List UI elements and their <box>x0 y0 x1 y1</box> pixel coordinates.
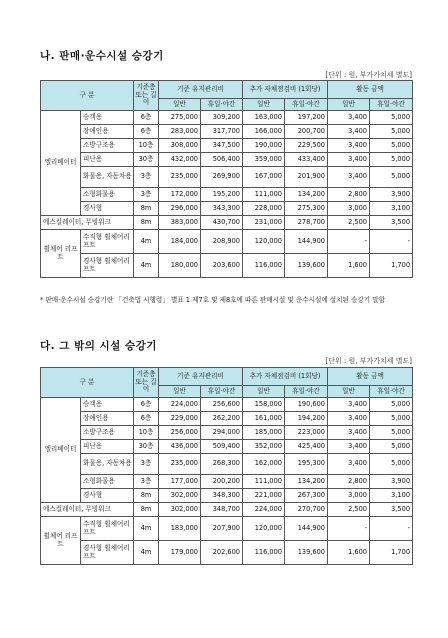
cell-e1: 116,000 <box>243 541 285 565</box>
row-category: 소형화물용 <box>81 188 134 202</box>
table-row <box>41 517 413 541</box>
cell-b2: 269,900 <box>201 167 243 188</box>
cell-e2: 425,400 <box>285 440 328 454</box>
cell-b2: 195,200 <box>201 188 243 202</box>
cell-e1: 166,000 <box>243 125 285 139</box>
row-category: 장애인용 <box>81 412 134 426</box>
row-category: 경사형 휠체어리프트 <box>81 541 134 565</box>
row-category: 화물용, 자동차용 <box>81 454 134 475</box>
header-holiday: 휴일·야간 <box>370 99 413 111</box>
cell-w1: - <box>328 517 370 541</box>
table-row <box>41 475 413 489</box>
group-wheelchair: 휠체어 리프트 <box>41 517 81 565</box>
cell-w1: 3,000 <box>328 202 370 216</box>
table-row <box>41 541 413 565</box>
row-category: 수직형 휠체어리프트 <box>81 517 134 541</box>
cell-std: 6층 <box>134 398 159 412</box>
cell-b1: 436,000 <box>159 440 201 454</box>
cell-w2: 1,700 <box>370 541 413 565</box>
header-standard: 기준층 또는 길이 <box>134 368 159 398</box>
cell-e1: 161,000 <box>243 412 285 426</box>
cell-w1: 1,600 <box>328 541 370 565</box>
cell-w2: 3,500 <box>370 216 413 230</box>
header-holiday: 휴일·야간 <box>201 386 243 398</box>
header-holiday: 휴일·야간 <box>285 99 328 111</box>
table-row <box>41 426 413 440</box>
group-escalator: 에스컬레이터, 무빙워크 <box>41 503 134 517</box>
header-normal: 일반 <box>328 99 370 111</box>
cell-b2: 309,200 <box>201 111 243 125</box>
cell-std: 8m <box>134 216 159 230</box>
cell-e2: 194,200 <box>285 412 328 426</box>
cell-w2: 3,100 <box>370 489 413 503</box>
cell-b2: 203,600 <box>201 254 243 278</box>
cell-std: 8m <box>134 489 159 503</box>
cell-std: 6층 <box>134 125 159 139</box>
cell-std: 3층 <box>134 188 159 202</box>
cell-std: 4m <box>134 230 159 254</box>
row-category: 경사형 <box>81 202 134 216</box>
row-category: 피난용 <box>81 153 134 167</box>
cell-w2: 5,000 <box>370 153 413 167</box>
cell-e2: 144,900 <box>285 517 328 541</box>
cell-std: 8m <box>134 202 159 216</box>
cell-b1: 432,000 <box>159 153 201 167</box>
table-row <box>41 503 413 517</box>
cell-e1: 359,000 <box>243 153 285 167</box>
cell-std: 6층 <box>134 111 159 125</box>
cell-e1: 221,000 <box>243 489 285 503</box>
table-row <box>41 412 413 426</box>
cell-w1: 3,400 <box>328 153 370 167</box>
row-category: 승객용 <box>81 398 134 412</box>
cell-e2: 433,400 <box>285 153 328 167</box>
cell-e1: 163,000 <box>243 111 285 125</box>
cell-w2: 5,000 <box>370 412 413 426</box>
cell-b2: 343,300 <box>201 202 243 216</box>
header-normal: 일반 <box>328 386 370 398</box>
header-extra-fee: 추가 자체점검비 (1회당) <box>243 368 328 386</box>
cell-b1: 308,000 <box>159 139 201 153</box>
cell-b1: 177,000 <box>159 475 201 489</box>
cell-e2: 134,200 <box>285 188 328 202</box>
header-holiday: 휴일·야간 <box>285 386 328 398</box>
cell-std: 30층 <box>134 153 159 167</box>
cell-std: 4m <box>134 254 159 278</box>
cell-b1: 224,000 <box>159 398 201 412</box>
cell-std: 4m <box>134 517 159 541</box>
fee-table <box>40 367 413 565</box>
cell-b2: 207,900 <box>201 517 243 541</box>
header-holiday: 휴일·야간 <box>201 99 243 111</box>
cell-std: 8m <box>134 503 159 517</box>
cell-b1: 383,000 <box>159 216 201 230</box>
cell-w2: 5,000 <box>370 440 413 454</box>
cell-w1: 3,400 <box>328 167 370 188</box>
cell-b2: 509,400 <box>201 440 243 454</box>
cell-e2: 197,200 <box>285 111 328 125</box>
section-other-facilities <box>40 0 412 638</box>
cell-e2: 139,600 <box>285 254 328 278</box>
cell-b1: 229,000 <box>159 412 201 426</box>
header-work-fee: 활동 금액 <box>328 81 413 99</box>
cell-b2: 348,300 <box>201 489 243 503</box>
cell-e2: 229,500 <box>285 139 328 153</box>
table-body <box>41 398 413 565</box>
cell-w2: 5,000 <box>370 111 413 125</box>
cell-b1: 184,000 <box>159 230 201 254</box>
cell-b1: 275,000 <box>159 111 201 125</box>
cell-e2: 275,300 <box>285 202 328 216</box>
cell-w2: 3,900 <box>370 475 413 489</box>
cell-e1: 158,000 <box>243 398 285 412</box>
group-elevator: 엘리베이터 <box>41 398 81 503</box>
cell-b1: 235,000 <box>159 454 201 475</box>
cell-w2: - <box>370 517 413 541</box>
cell-w2: 5,000 <box>370 398 413 412</box>
group-escalator: 에스컬레이터, 무빙워크 <box>41 216 134 230</box>
cell-w1: 1,600 <box>328 254 370 278</box>
header-base-fee: 기준 유지관리비 <box>159 368 243 386</box>
cell-w2: 1,700 <box>370 254 413 278</box>
cell-std: 4m <box>134 541 159 565</box>
cell-b2: 430,700 <box>201 216 243 230</box>
row-category: 경사형 휠체어리프트 <box>81 254 134 278</box>
cell-w1: 3,400 <box>328 426 370 440</box>
header-standard: 기준층 또는 길이 <box>134 81 159 111</box>
unit-note: [단위 : 원, 부가가치세 별도] <box>325 357 412 365</box>
cell-e1: 120,000 <box>243 230 285 254</box>
section-title: 다. 그 밖의 시설 승강기 <box>40 340 157 352</box>
row-category: 화물용, 자동차용 <box>81 167 134 188</box>
cell-w2: - <box>370 230 413 254</box>
cell-w1: 2,800 <box>328 475 370 489</box>
cell-b1: 235,000 <box>159 167 201 188</box>
cell-e1: 228,000 <box>243 202 285 216</box>
header-holiday: 휴일·야간 <box>370 386 413 398</box>
row-category: 소방구조용 <box>81 426 134 440</box>
cell-b2: 268,300 <box>201 454 243 475</box>
cell-e2: 144,900 <box>285 230 328 254</box>
cell-w1: 2,800 <box>328 188 370 202</box>
header-normal: 일반 <box>243 99 285 111</box>
cell-e1: 116,000 <box>243 254 285 278</box>
cell-e2: 190,600 <box>285 398 328 412</box>
header-work-fee: 활동 금액 <box>328 368 413 386</box>
table-row <box>41 454 413 475</box>
cell-e2: 195,300 <box>285 454 328 475</box>
cell-e2: 270,700 <box>285 503 328 517</box>
cell-w1: - <box>328 230 370 254</box>
cell-e2: 201,900 <box>285 167 328 188</box>
cell-std: 10층 <box>134 139 159 153</box>
cell-w1: 3,400 <box>328 440 370 454</box>
cell-w2: 5,000 <box>370 454 413 475</box>
cell-b2: 348,700 <box>201 503 243 517</box>
cell-e1: 352,000 <box>243 440 285 454</box>
table-row <box>41 440 413 454</box>
cell-b1: 296,000 <box>159 202 201 216</box>
cell-e1: 111,000 <box>243 475 285 489</box>
cell-w1: 3,400 <box>328 454 370 475</box>
cell-e2: 200,700 <box>285 125 328 139</box>
cell-w1: 3,400 <box>328 412 370 426</box>
header-normal: 일반 <box>159 99 201 111</box>
cell-e1: 162,000 <box>243 454 285 475</box>
cell-w2: 5,000 <box>370 139 413 153</box>
cell-e2: 139,600 <box>285 541 328 565</box>
cell-b2: 262,200 <box>201 412 243 426</box>
cell-std: 30층 <box>134 440 159 454</box>
row-category: 장애인용 <box>81 125 134 139</box>
row-category: 승객용 <box>81 111 134 125</box>
header-gubun: 구 분 <box>41 81 134 111</box>
row-category: 수직형 휠체어리프트 <box>81 230 134 254</box>
cell-w2: 5,000 <box>370 426 413 440</box>
cell-e1: 190,000 <box>243 139 285 153</box>
cell-w2: 5,000 <box>370 125 413 139</box>
cell-w2: 3,900 <box>370 188 413 202</box>
cell-e1: 185,000 <box>243 426 285 440</box>
table-row <box>41 489 413 503</box>
cell-b2: 202,600 <box>201 541 243 565</box>
cell-e1: 224,000 <box>243 503 285 517</box>
cell-std: 10층 <box>134 426 159 440</box>
cell-b2: 506,400 <box>201 153 243 167</box>
cell-w1: 2,500 <box>328 216 370 230</box>
group-elevator: 엘리베이터 <box>41 111 81 216</box>
cell-w1: 2,500 <box>328 503 370 517</box>
unit-note: [단위 : 원, 부가가치세 별도] <box>325 71 412 79</box>
row-category: 경사형 <box>81 489 134 503</box>
cell-b2: 294,000 <box>201 426 243 440</box>
cell-std: 3층 <box>134 454 159 475</box>
cell-b1: 172,000 <box>159 188 201 202</box>
cell-b2: 256,600 <box>201 398 243 412</box>
header-normal: 일반 <box>243 386 285 398</box>
cell-e2: 278,700 <box>285 216 328 230</box>
cell-w1: 3,400 <box>328 111 370 125</box>
cell-e1: 111,000 <box>243 188 285 202</box>
cell-b2: 200,200 <box>201 475 243 489</box>
section-title: 나. 판매·운수시설 승강기 <box>40 50 164 62</box>
cell-e1: 167,000 <box>243 167 285 188</box>
cell-e2: 267,300 <box>285 489 328 503</box>
group-wheelchair: 휠체어 리프트 <box>41 230 81 278</box>
cell-w2: 5,000 <box>370 167 413 188</box>
header-normal: 일반 <box>159 386 201 398</box>
cell-b1: 183,000 <box>159 517 201 541</box>
cell-b1: 179,000 <box>159 541 201 565</box>
cell-std: 3층 <box>134 167 159 188</box>
footnote: * 판매·운수시설 승강기란 「건축법 시행령」 별표 1 제7호 및 제8호에 따른 판매시설 및 운수시설에 설치된 승강기 말함 <box>40 296 385 304</box>
cell-std: 3층 <box>134 475 159 489</box>
row-category: 소방구조용 <box>81 139 134 153</box>
row-category: 소형화물용 <box>81 475 134 489</box>
cell-e1: 231,000 <box>243 216 285 230</box>
header-gubun: 구 분 <box>41 368 134 398</box>
cell-b1: 302,000 <box>159 489 201 503</box>
header-extra-fee: 추가 자체점검비 (1회당) <box>243 81 328 99</box>
header-base-fee: 기준 유지관리비 <box>159 81 243 99</box>
table-row <box>41 398 413 412</box>
cell-w2: 3,100 <box>370 202 413 216</box>
cell-b2: 208,900 <box>201 230 243 254</box>
cell-e1: 120,000 <box>243 517 285 541</box>
cell-b2: 317,700 <box>201 125 243 139</box>
cell-w1: 3,400 <box>328 125 370 139</box>
cell-std: 6층 <box>134 412 159 426</box>
row-category: 피난용 <box>81 440 134 454</box>
cell-b1: 283,000 <box>159 125 201 139</box>
cell-b1: 302,000 <box>159 503 201 517</box>
cell-w1: 3,400 <box>328 139 370 153</box>
cell-b1: 256,000 <box>159 426 201 440</box>
cell-w1: 3,000 <box>328 489 370 503</box>
cell-e2: 223,000 <box>285 426 328 440</box>
cell-w1: 3,400 <box>328 398 370 412</box>
cell-b2: 347,500 <box>201 139 243 153</box>
cell-w2: 3,500 <box>370 503 413 517</box>
cell-b1: 180,000 <box>159 254 201 278</box>
cell-e2: 134,200 <box>285 475 328 489</box>
